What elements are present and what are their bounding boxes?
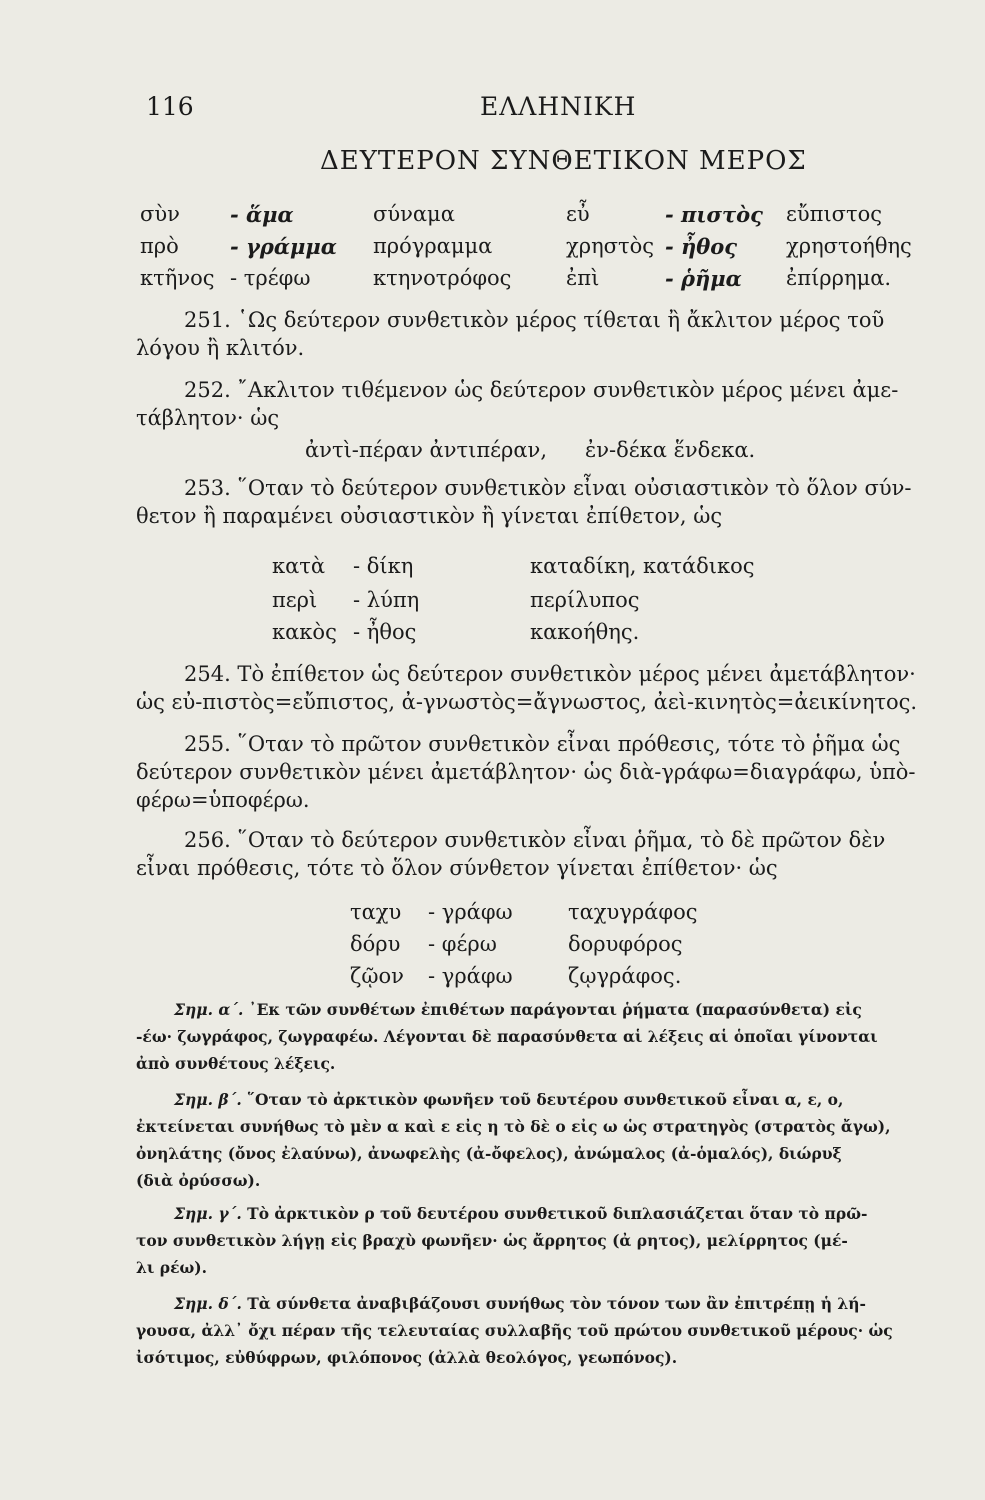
table1-cell: ἐπὶ <box>566 266 600 290</box>
note-line: Τὸ ἀρκτικὸν ρ τοῦ δευτέρου συνθετικοῦ διπλασιάζεται ὅταν τὸ πρῶ- <box>247 1204 868 1223</box>
section-title: ΔΕΥΤΕΡΟΝ ΣΥΝΘΕΤΙΚΟΝ ΜΕΡΟΣ <box>320 146 807 176</box>
table1-cell: εὔπιστος <box>786 202 883 226</box>
paragraph-line: τάβλητον· ὡς <box>136 406 280 430</box>
table1-cell: ἐπίρρημα. <box>786 266 892 290</box>
table1-cell: - ἦθος <box>665 234 738 259</box>
note-line: ᾿Εκ τῶν συνθέτων ἐπιθέτων παράγονται ῥήματα (παρασύνθετα) εἰς <box>248 1000 862 1019</box>
note-line: (διὰ ὀρύσσω). <box>136 1171 261 1190</box>
note-label: Σημ. α΄. <box>174 1000 244 1019</box>
paragraph-line: δεύτερον συνθετικὸν μένει ἀμετάβλητον· ὡς διὰ-γράφω=διαγράφω, ὑπὸ- <box>136 760 916 784</box>
note-line: γουσα, ἀλλ᾿ ὄχι πέραν τῆς τελευταίας συλλαβῆς τοῦ πρώτου συνθετικοῦ μέρους· ὡς <box>136 1321 893 1340</box>
paragraph-256 <box>136 826 926 882</box>
paragraph-line: εἶναι πρόθεσις, τότε τὸ ὅλον σύνθετον γίνεται ἐπίθετον· ὡς <box>136 856 778 880</box>
table3-cell: ζῳγράφος. <box>568 964 682 988</box>
table1-cell: εὖ <box>566 202 590 226</box>
note-line: ὀνηλάτης (ὄνος ἐλαύνω), ἀνωφελὴς (ἀ-ὄφελος), ἀνώμαλος (ἀ-ὁμαλός), διώρυξ <box>136 1144 842 1163</box>
paragraph-255 <box>136 730 926 814</box>
note-gamma <box>136 1200 926 1281</box>
table1-cell: κτηνοτρόφος <box>373 266 512 290</box>
table2-cell: περίλυπος <box>530 588 640 612</box>
note-alpha <box>136 996 926 1077</box>
table1-cell: πρὸ <box>140 234 179 258</box>
note-line: ῞Οταν τὸ ἀρκτικὸν φωνῆεν τοῦ δευτέρου συνθετικοῦ εἶναι α, ε, ο, <box>247 1090 844 1109</box>
table3-cell: - φέρω <box>428 932 497 956</box>
page-number: 116 <box>146 92 194 121</box>
table3-cell: - γράφω <box>428 964 513 988</box>
note-line: -έω· ζωγράφος, ζωγραφέω. Λέγονται δὲ παρασύνθετα αἱ λέξεις αἱ ὁποῖαι γίνονται <box>136 1027 878 1046</box>
table1-cell: - ῥῆμα <box>665 266 742 291</box>
table2-cell: κακοήθης. <box>530 620 640 644</box>
note-label: Σημ. δ΄. <box>174 1294 242 1313</box>
running-title: ΕΛΛΗΝΙΚΗ <box>480 92 637 121</box>
table2-cell: κακὸς <box>272 620 337 644</box>
table1-cell: κτῆνος <box>140 266 215 290</box>
table3-cell: δορυφόρος <box>568 932 683 956</box>
table1-cell: σὺν <box>140 202 180 226</box>
table1-cell: - ἅμα <box>230 202 294 227</box>
paragraph-line: 256. ῞Οταν τὸ δεύτερον συνθετικὸν εἶναι ῥῆμα, τὸ δὲ πρῶτον δὲν <box>184 828 886 852</box>
paragraph-line: 255. ῞Οταν τὸ πρῶτον συνθετικὸν εἶναι πρόθεσις, τότε τὸ ῥῆμα ὡς <box>184 732 901 756</box>
paragraph-line: λόγου ἢ κλιτόν. <box>136 336 305 360</box>
table3-cell: ταχυγράφος <box>568 900 698 924</box>
paragraph-254 <box>136 660 926 716</box>
table3-cell: ζῷον <box>350 964 404 988</box>
example-word: ἐν-δέκα ἕνδεκα. <box>585 438 756 462</box>
table1-cell: - πιστὸς <box>665 202 763 227</box>
table2-cell: περὶ <box>272 588 318 612</box>
table3-cell: - γράφω <box>428 900 513 924</box>
table1-cell: πρόγραμμα <box>373 234 493 258</box>
table2-cell: - ἦθος <box>353 620 417 644</box>
table1-cell: - τρέφω <box>230 266 311 290</box>
table1-cell: χρηστὸς <box>566 234 655 258</box>
note-label: Σημ. γ΄. <box>174 1204 242 1223</box>
table1-cell: χρηστοήθης <box>786 234 912 258</box>
note-line: ἐκτείνεται συνήθως τὸ μὲν α καὶ ε εἰς η τὸ δὲ ο εἰς ω ὡς στρατηγὸς (στρατὸς ἄγω), <box>136 1117 891 1136</box>
table1-cell: σύναμα <box>373 202 455 226</box>
paragraph-line: ὡς εὐ-πιστὸς=εὔπιστος, ἀ-γνωστὸς=ἄγνωστος, ἀεὶ-κινητὸς=ἀεικίνητος. <box>136 690 918 714</box>
table2-cell: καταδίκη, κατάδικος <box>530 554 755 578</box>
note-line: ἀπὸ συνθέτους λέξεις. <box>136 1054 336 1073</box>
note-line: ἰσότιμος, εὐθύφρων, φιλόπονος (ἀλλὰ θεολόγος, γεωπόνος). <box>136 1348 678 1367</box>
note-line: Τὰ σύνθετα ἀναβιβάζουσι συνήθως τὸν τόνον των ἂν ἐπιτρέπῃ ἡ λή- <box>247 1294 866 1313</box>
paragraph-line: 254. Τὸ ἐπίθετον ὡς δεύτερον συνθετικὸν μέρος μένει ἀμετάβλητον· <box>184 662 916 686</box>
note-line: τον συνθετικὸν λήγῃ εἰς βραχὺ φωνῆεν· ὡς ἄρρητος (ἀ ρητος), μελίρρητος (μέ- <box>136 1231 848 1250</box>
table1-cell: - γράμμα <box>230 234 337 259</box>
paragraph-253 <box>136 474 926 530</box>
paragraph-251 <box>136 306 926 362</box>
note-line: λι ρέω). <box>136 1258 207 1277</box>
paragraph-line: 251. ῾Ως δεύτερον συνθετικὸν μέρος τίθεται ἢ ἄκλιτον μέρος τοῦ <box>184 308 885 332</box>
table2-cell: - δίκη <box>353 554 414 578</box>
paragraph-line: 252. ῎Ακλιτον τιθέμενον ὡς δεύτερον συνθετικὸν μέρος μένει ἀμε- <box>184 378 899 402</box>
paragraph-252 <box>136 376 926 432</box>
note-label: Σημ. β΄. <box>174 1090 242 1109</box>
paragraph-line: 253. ῞Οταν τὸ δεύτερον συνθετικὸν εἶναι οὐσιαστικὸν τὸ ὅλον σύν- <box>184 476 912 500</box>
table3-cell: δόρυ <box>350 932 401 956</box>
table2-cell: κατὰ <box>272 554 326 578</box>
table3-cell: ταχυ <box>350 900 402 924</box>
paragraph-line: φέρω=ὑποφέρω. <box>136 788 310 812</box>
paragraph-line: θετον ἢ παραμένει οὐσιαστικὸν ἢ γίνεται ἐπίθετον, ὡς <box>136 504 723 528</box>
note-delta <box>136 1290 926 1371</box>
note-beta <box>136 1086 926 1194</box>
table2-cell: - λύπη <box>353 588 420 612</box>
example-word: ἀντὶ-πέραν ἀντιπέραν, <box>305 438 547 462</box>
